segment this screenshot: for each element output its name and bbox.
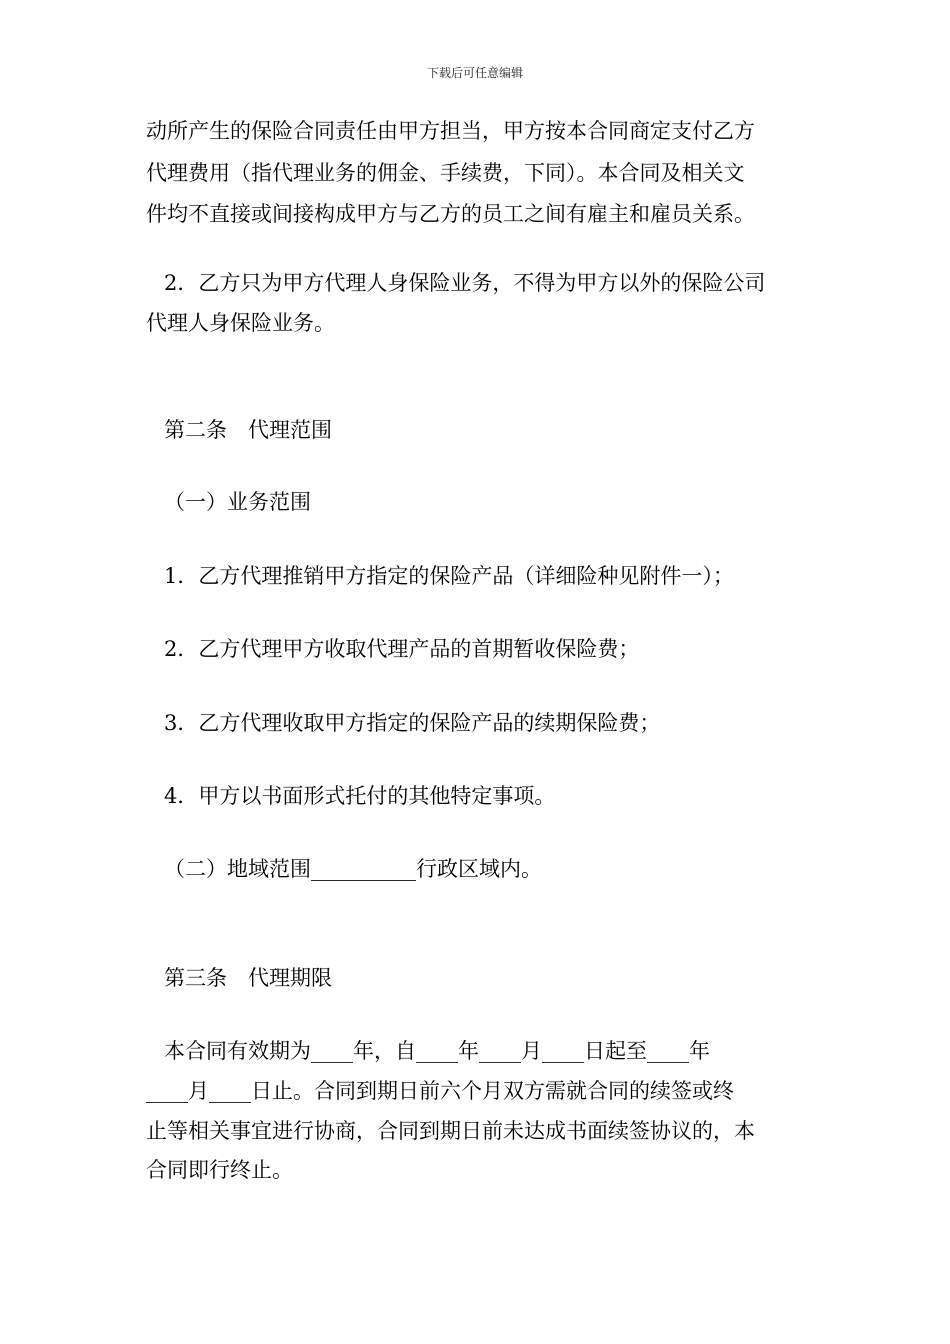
paragraph-line: 动所产生的保险合同责任由甲方担当，甲方按本合同商定支付乙方 [146, 119, 755, 143]
paragraph-line: 2．乙方只为甲方代理人身保险业务，不得为甲方以外的保险公司 [164, 271, 766, 295]
section-line: （二）地域范围__________行政区域内。 [164, 857, 542, 881]
article-title: 第二条 代理范围 [164, 418, 332, 442]
list-item: 2．乙方代理甲方收取代理产品的首期暂收保险费； [164, 637, 640, 661]
paragraph-line: 代理人身保险业务。 [146, 311, 335, 335]
section-title: （一）业务范围 [164, 490, 311, 514]
page-header: 下载后可任意编辑 [426, 66, 523, 80]
list-item: 4．甲方以书面形式托付的其他特定事项。 [164, 784, 556, 808]
paragraph-line: 件均不直接或间接构成甲方与乙方的员工之间有雇主和雇员关系。 [146, 202, 755, 226]
paragraph-line: 止等相关事宜进行协商，合同到期日前未达成书面续签协议的，本 [146, 1119, 755, 1143]
list-item: 1．乙方代理推销甲方指定的保险产品（详细险种见附件一）； [164, 564, 734, 588]
paragraph-line: 合同即行终止。 [146, 1158, 293, 1182]
paragraph-line: 本合同有效期为____年，自____年____月____日起至____年 [164, 1039, 710, 1063]
paragraph-line: ____月____日止。合同到期日前六个月双方需就合同的续签或终 [146, 1079, 734, 1103]
paragraph-line: 代理费用（指代理业务的佣金、手续费，下同）。本合同及相关文 [146, 161, 745, 185]
article-title: 第三条 代理期限 [164, 966, 332, 990]
list-item: 3．乙方代理收取甲方指定的保险产品的续期保险费； [164, 711, 661, 735]
